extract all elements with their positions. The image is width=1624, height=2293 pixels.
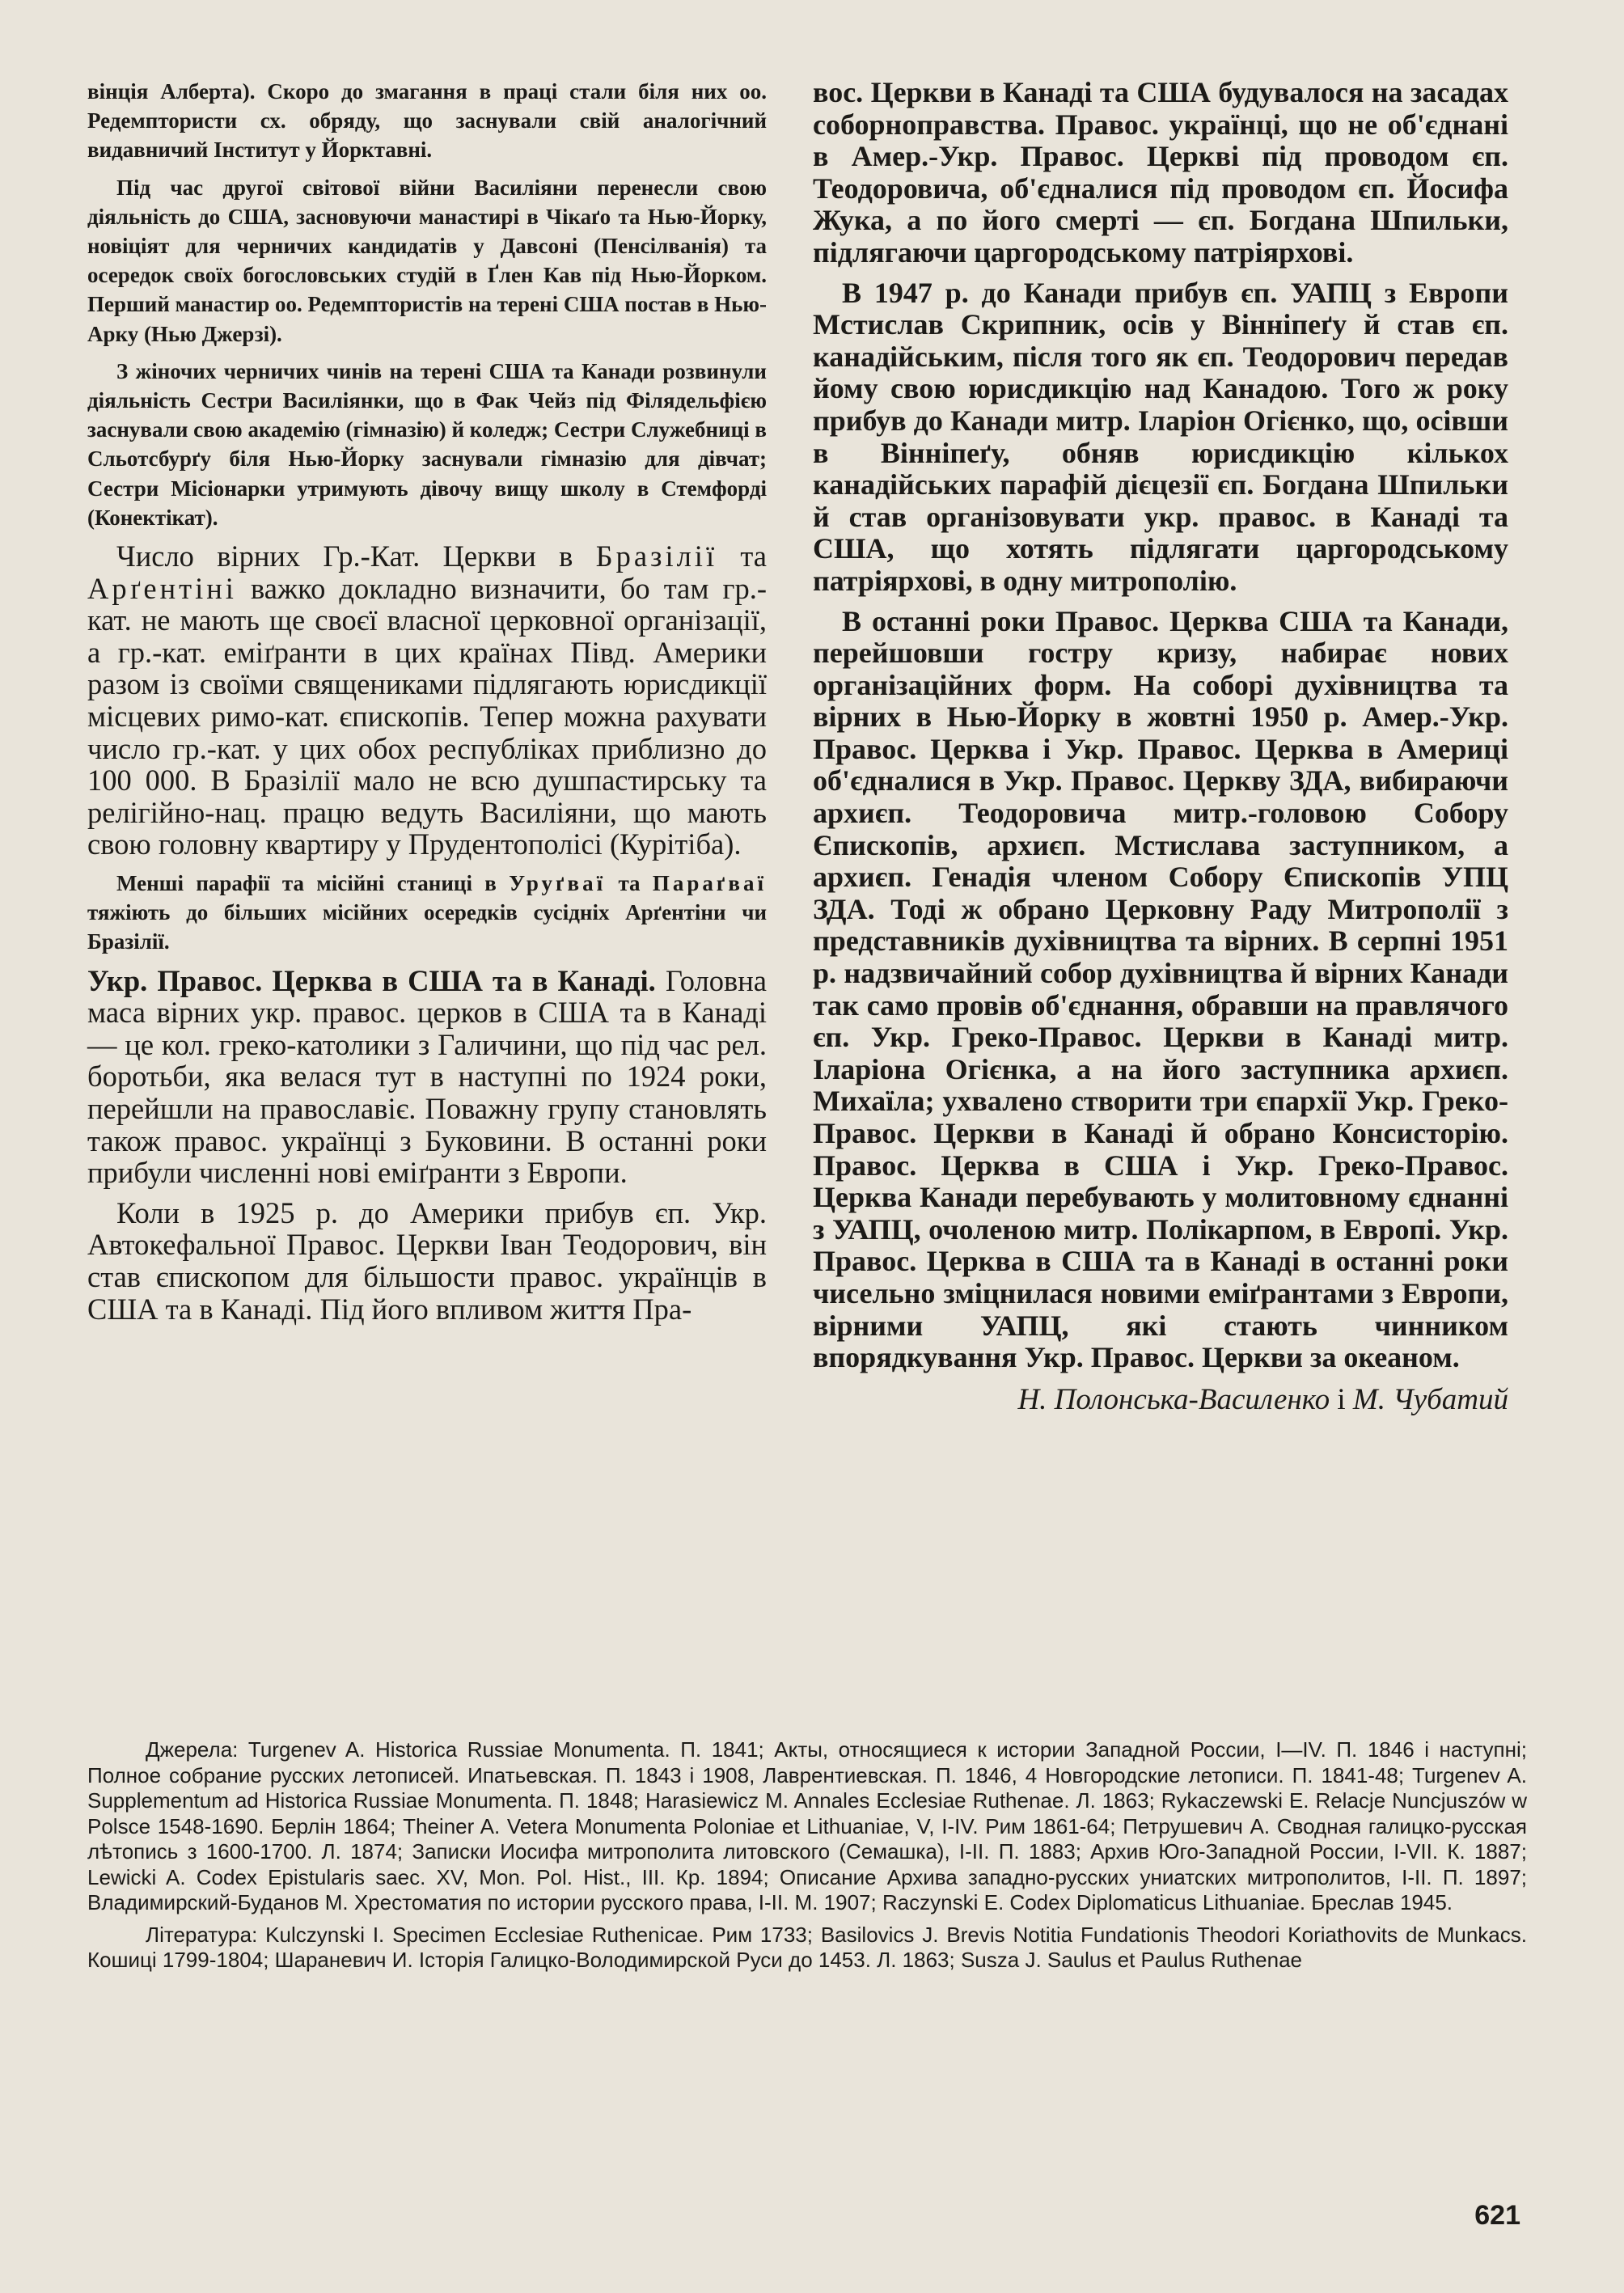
spaced-word: Бразілії: [595, 539, 718, 573]
paragraph: Під час другої світової війни Василіяни перенесли свою діяльність до США, засновуючи манастирі в Чікаґо та Нью-Йорку, новіціят для черничих кандидатів у Давсоні (Пенсілванія) та осередок своїх богословських студій в Ґлен Кав під Нью-Йорком. Перший манастир оо. Редемптористів на терені США постав в Нью-Арку (Нью Джерзі).: [87, 175, 767, 346]
page-number: 621: [1474, 2200, 1520, 2231]
paragraph: Коли в 1925 р. до Америки прибув єп. Укр. Автокефальної Правос. Церкви Іван Теодорович, він став єпископом для більшости правос. українців в США та в Канаді. Під його впливом життя Пра-: [87, 1195, 767, 1326]
spaced-word: Арґентіні: [87, 571, 237, 605]
sources-list: Джерела: Turgenev A. Historica Russiae Monumenta. П. 1841; Акты, относящиеся к истории Западной России, I—IV. П. 1846 і наступні; Полное собрание русских летописей. Ипатьевская. П. 1843 і 1908, Лаврентиевская. П. 1846, 4 Новгородские летописи. П. 1841-48; Turgenev A. Supplementum ad Historica Russiae Monumenta. П. 1848; Harasiewicz M. Annales Ecclesiae Ruthenae. Л. 1863; Rykaczewski E. Relacje Nuncjuszów w Polsce 1548-1690. Берлін 1864; Theiner A. Vetera Monumenta Poloniae et Lithuaniae, V, I-IV. Рим 1861-64; Петрушевич А. Сводная галицко-русская лѣтопись з 1600-1700. Л. 1874; Записки Иосифа митрополита литовского (Семашка), I-II. П. 1883; Архив Юго-Западной России, I-VII. К. 1887; Lewicki A. Codex Epistularis saec. XV, Mon. Pol. Hist., III. Кр. 1894; Описание Архива западно-русских униатских митрополитов, I-II. П. 1897; Владимирский-Буданов М. Хрестоматия по истории русского права, I-II. М. 1907; Raczynski E. Codex Diplomaticus Lithuaniae. Бреслав 1945.: [87, 1737, 1527, 1914]
paragraph: Менші парафії та місійні станиці в Уруґваї та Параґваї тяжіють до більших місійних осередків сусідніх Арґентіни чи Бразілії.: [87, 870, 767, 954]
paragraph: В 1947 р. до Канади прибув єп. УАПЦ з Европи Мстислав Скрипник, осів у Вінніпеґу й став єп. канадійським, після того як єп. Теодорович передав йому свою юрисдикцію над Канадою. Того ж року прибув до Канади митр. Іларіон Огієнко, що, осівши в Вінніпеґу, обняв юрисдикцію кількох канадійських парафій дієцезії єп. Богдана Шпильки й став організовувати укр. правос. в Канаді та США, що хотять підлягати царгородському патріярхові, в одну митрополію.: [813, 276, 1508, 597]
paragraph: В останні роки Правос. Церква США та Канади, перейшовши гостру кризу, набирає нових організаційних форм. На соборі духівництва та вірних в Нью-Йорку в жовтні 1950 р. Амер.-Укр. Правос. Церква і Укр. Правос. Церква в Америці об'єдналися в Укр. Правос. Церкву ЗДА, вибираючи архиєп. Теодоровича митр.-головою Собору Єпископів, архиєп. Мстислава заступником, а архиєп. Генадія членом Собору Єпископів УПЦ ЗДА. Тоді ж обрано Церковну Раду Митрополії з представників духівництва та вірних. В серпні 1951 р. надзвичайний собор духівництва й вірних Канади так само провів об'єднання, обравши на правлячого єп. Укр. Греко-Правос. Церкви в Канаді митр. Іларіона Огієнка, а на його заступника архиєп. Михаїла; ухвалено створити три єпархії Укр. Греко-Правос. Церкви в Канаді й обрано Консисторію. Правос. Церква в США і Укр. Греко-Правос. Церква Канади перебувають у молитовному єднанні з УАПЦ, очоленою митр. Полікарпом, в Европі. Укр. Правос. Церква в США та в Канаді в останні роки чисельно зміцнилася новими еміґрантами з Европи, вірними УАПЦ, які стають чинником впорядкування Укр. Правос. Церкви за океаном.: [813, 604, 1508, 1374]
paragraph: З жіночих черничих чинів на терені США та Канади розвинули діяльність Сестри Василіянки, що в Фак Чейз під Філядельфією заснували свою академію (гімназію) й коледж; Сестри Служебниці в Сльотсбурґу біля Нью-Йорку заснували гімназію для дівчат; Сестри Місіонарки утримують дівочу вищу школу в Стемфорді (Конектікат).: [87, 358, 767, 530]
paragraph: вос. Церкви в Канаді та США будувалося на засадах соборноправства. Правос. українці, що не об'єднані в Амер.-Укр. Правос. Церкві під проводом єп. Теодоровича, об'єдналися під проводом єп. Йосифа Жука, а по його смерті — єп. Богдана Шпильки, підлягаючи царгородському патріярхові.: [813, 76, 1508, 269]
paragraph: Число вірних Гр.-Кат. Церкви в Бразілії та Арґентіні важко докладно визначити, бо там гр.-кат. не мають ще своєї власної церковної організації, а гр.-кат. еміґранти в цих країнах Півд. Америки разом із своїми священиками підлягають юрисдикції місцевих римо-кат. єпископів. Тепер можна рахувати число гр.-кат. у цих обох республіках приблизно до 100 000. В Бразілії мало не всю душпастирську та релігійно-нац. працю ведуть Василіяни, що мають свою головну квартиру у Прудентополісі (Курітіба).: [87, 539, 767, 861]
section-paragraph: Укр. Правос. Церква в США та в Канаді. Головна маса вірних укр. правос. церков в США та в Канаді — це кол. греко-католики з Галичини, що під час рел. боротьби, яка велася тут в наступні по 1924 роки, перейшли на православіє. Поважну групу становлять також правос. українці з Буковини. В останні роки прибули численні нові еміґранти з Европи.: [87, 963, 767, 1190]
spaced-word: Уруґваї: [509, 870, 607, 895]
references-section: [87, 1737, 1527, 1980]
right-column: [813, 77, 1508, 1418]
left-column: [87, 77, 767, 1333]
section-heading: Укр. Правос. Церква в США та в Канаді.: [87, 963, 656, 997]
literature-list: Література: Kulczynski I. Specimen Ecclesiae Ruthenicae. Рим 1733; Basilovics J. Brevis Notitia Fundationis Theodori Koriathovits de Munkacs. Кошиці 1799-1804; Шараневич И. Історія Галицко-Володимирской Руси до 1453. Л. 1863; Susza J. Saulus et Paulus Ruthenae: [87, 1922, 1527, 1972]
author-signature: Н. Полонська-Василенко і М. Чубатий: [1017, 1382, 1508, 1416]
paragraph: вінція Алберта). Скоро до змагання в праці стали біля них оо. Редемптористи сх. обряду, що заснували свій аналогічний видавничий Інститут у Йорктавні.: [87, 79, 767, 163]
spaced-word: Параґваї: [652, 870, 767, 895]
